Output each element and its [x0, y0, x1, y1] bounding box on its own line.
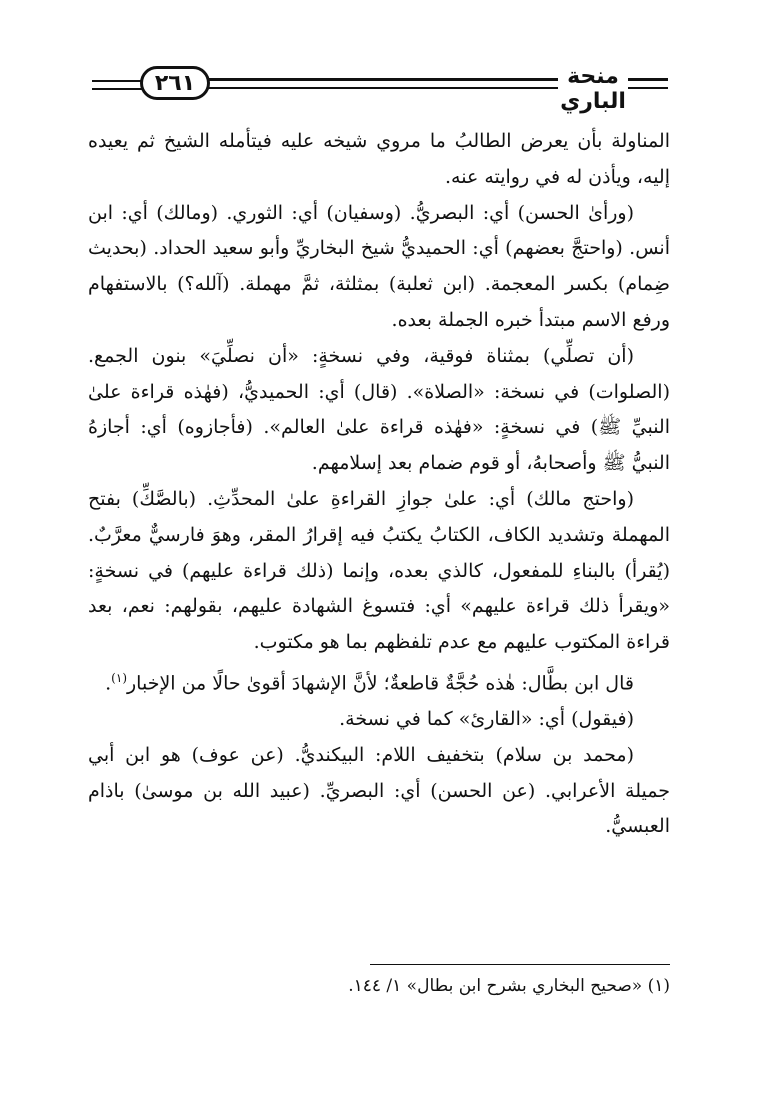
- header-rule: [92, 88, 148, 90]
- paragraph-5: [88, 661, 670, 702]
- header-rule: [628, 87, 668, 89]
- page-header: [92, 62, 668, 114]
- footnote: (١) «صحيح البخاري بشرح ابن بطال» ١/ ١٤٤.: [348, 976, 670, 996]
- paragraph-5-end: .: [105, 672, 112, 695]
- header-rule: [202, 87, 558, 89]
- book-title: منحة الباري: [560, 64, 626, 114]
- header-rule: [202, 78, 558, 81]
- header-rule: [628, 78, 668, 81]
- paragraph-5-text: قال ابن بطَّال: هٰذه حُجَّةٌ قاطعةٌ؛ لأنَّ الإشهادَ أقوىٰ حالًا من الإخبار: [127, 672, 634, 695]
- main-text: [88, 124, 670, 845]
- paragraph-1: المناولة بأن يعرض الطالبُ ما مروي شيخه عليه فيتأمله الشيخ ثم يعيده إليه، ويأذن له في روايته عنه.: [88, 130, 670, 188]
- paragraph-2: (ورأىٰ الحسن) أي: البصريُّ. (وسفيان) أي: الثوري. (ومالك) أي: ابن أنس. (واحتجَّ بعضهم) أي: الحميديُّ شيخ البخاريِّ وأبو سعيد الحداد. (بحديث ضِمام) بكسر المعجمة. (ابن ثعلبة) بمثلثة، ثمَّ مهملة. (آلله؟) بالاستفهام ورفع الاسم مبتدأ خبره الجملة بعده.: [88, 201, 670, 331]
- paragraph-7: (محمد بن سلام) بتخفيف اللام: البيكنديُّ. (عن عوف) هو ابن أبي جميلة الأعرابي. (عن الحسن) أي: البصريِّ. (عبيد الله بن موسىٰ) باذام العبسيُّ.: [88, 743, 670, 838]
- page-number: ٢٦١: [140, 66, 210, 100]
- footnote-divider: [370, 964, 670, 965]
- paragraph-3: (أن تصلِّي) بمثناة فوقية، وفي نسخةٍ: «أن نصلِّيَ» بنون الجمع. (الصلوات) في نسخة: «الصلاة». (قال) أي: الحميديُّ، (فهٰذه قراءة علىٰ النبيِّ ﷺ) في نسخةٍ: «فهٰذه قراءة علىٰ العالم». (فأجازوه) أي: أجازهُ النبيُّ ﷺ وأصحابهُ، أو قوم ضمام بعد إسلامهم.: [88, 344, 670, 475]
- paragraph-4: (واحتج مالك) أي: علىٰ جوازِ القراءةِ علىٰ المحدِّثِ. (بالصَّكِّ) بفتح المهملة وتشديد الكاف، الكتابُ يكتبُ فيه إقرارُ المقر، وهوَ فارسيٌّ معرَّبٌ. (يُقرأ) بالبناءِ للمفعول، كالذي بعده، وإنما (ذلك قراءة عليهم) في نسخةٍ: «ويقرأ ذلك قراءة عليهم» أي: فتسوغ الشهادة عليهم، بقولهم: نعم، بعد قراءة المكتوب عليهم مع عدم تلفظهم بما هو مكتوب.: [88, 487, 670, 654]
- paragraph-6: (فيقول) أي: «القارئ» كما في نسخة.: [339, 708, 634, 731]
- footnote-reference[interactable]: (١): [111, 670, 127, 685]
